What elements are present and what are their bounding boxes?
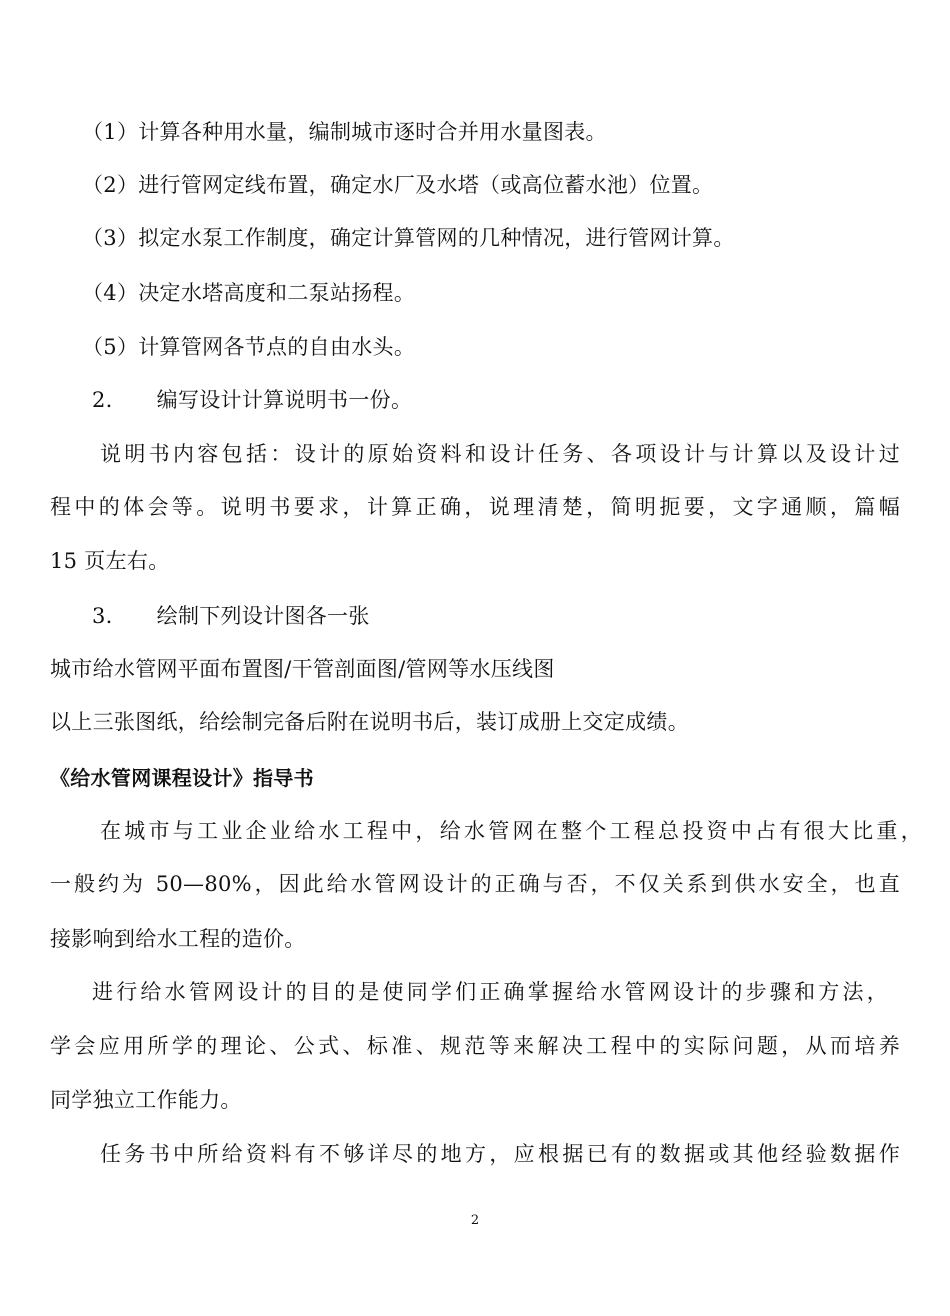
list-item-3: （3）拟定水泵工作制度，确定计算管网的几种情况，进行管网计算。 — [82, 226, 735, 250]
section-2-heading — [92, 386, 950, 414]
list-item-5: （5）计算管网各节点的自由水头。 — [82, 335, 416, 359]
section-3-heading — [92, 602, 950, 630]
para2-line-2: 学会应用所学的理论、公式、标准、规范等来解决工程中的实际问题，从而培养 — [50, 1034, 900, 1058]
para1-line-3: 接影响到给水工程的造价。 — [50, 927, 306, 951]
section-2-para-line-3: 15 页左右。 — [50, 549, 170, 573]
para1-line-1: 在城市与工业企业给水工程中，给水管网在整个工程总投资中占有很大比重， — [100, 819, 922, 843]
para3-line-1: 任务书中所给资料有不够详尽的地方，应根据已有的数据或其他经验数据作 — [100, 1142, 900, 1166]
section-2-number: 2. — [92, 388, 113, 412]
guide-heading: 《给水管网课程设计》指导书 — [50, 766, 314, 790]
section-2-para-line-1: 说明书内容包括：设计的原始资料和设计任务、各项设计与计算以及设计过 — [100, 442, 900, 466]
page-number: 2 — [470, 1213, 480, 1228]
section-3-number: 3. — [92, 604, 113, 628]
para2-line-3: 同学独立工作能力。 — [50, 1088, 242, 1112]
section-2-title: 编写设计计算说明书一份。 — [156, 388, 413, 412]
para1-line-2: 一般约为 50—80%，因此给水管网设计的正确与否，不仅关系到供水安全，也直 — [50, 872, 900, 896]
section-3-title: 绘制下列设计图各一张 — [156, 604, 370, 628]
list-item-1: （1）计算各种用水量，编制城市逐时合并用水量图表。 — [82, 120, 607, 144]
list-item-4: （4）决定水塔高度和二泵站扬程。 — [82, 281, 416, 305]
section-2-para-line-2: 程中的体会等。说明书要求，计算正确，说理清楚，简明扼要，文字通顺，篇幅 — [50, 495, 900, 519]
para2-line-1: 进行给水管网设计的目的是使同学们正确掌握给水管网设计的步骤和方法， — [92, 980, 888, 1004]
drawings-note: 以上三张图纸，给绘制完备后附在说明书后，装订成册上交定成绩。 — [50, 710, 689, 734]
drawings-list: 城市给水管网平面布置图/干管剖面图/管网等水压线图 — [50, 657, 555, 681]
list-item-2: （2）进行管网定线布置，确定水厂及水塔（或高位蓄水池）位置。 — [82, 173, 714, 197]
